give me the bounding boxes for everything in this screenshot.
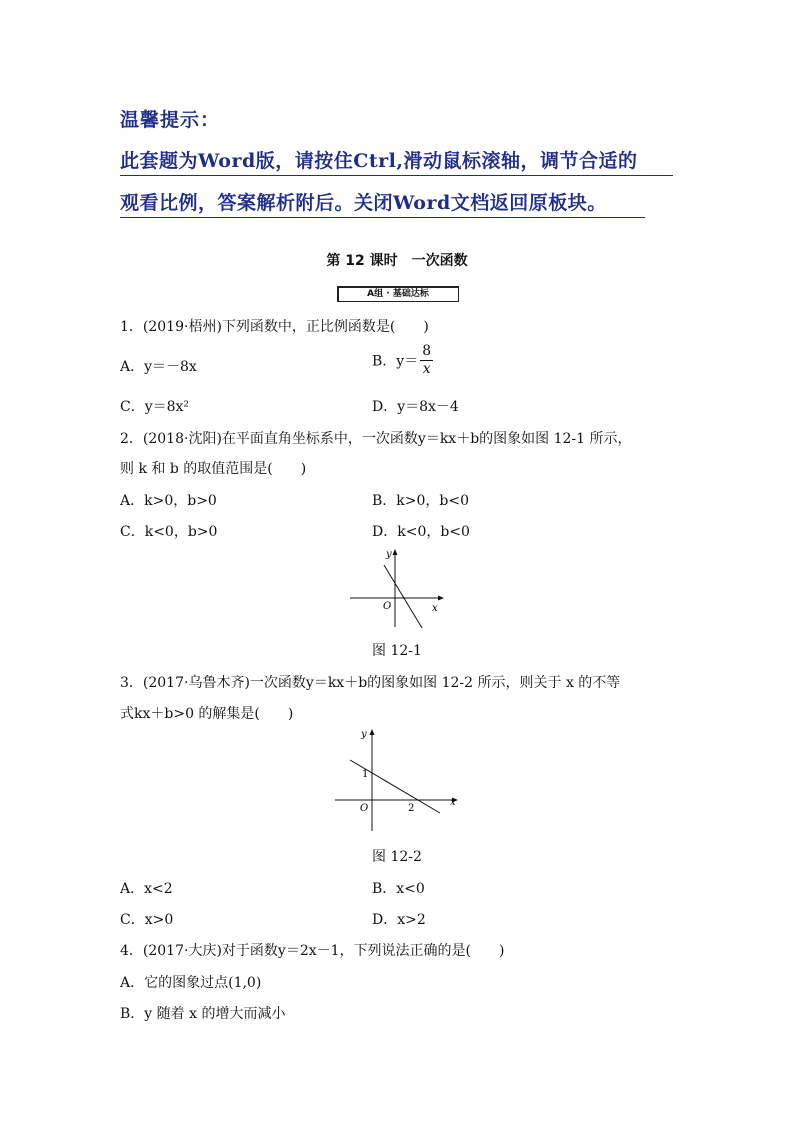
question-2-option-a: A．k>0，b>0 bbox=[120, 493, 217, 509]
question-4-option-b: B．y 随着 x 的增大而减小 bbox=[120, 1006, 286, 1022]
question-3-stem-line-1: 3．(2017·乌鲁木齐)一次函数y＝kx＋b的图象如图 12-2 所示，则关于 x 的不等 bbox=[120, 675, 621, 691]
question-2-option-c: C．k<0，b>0 bbox=[120, 524, 218, 540]
question-1-option-b bbox=[372, 343, 433, 378]
figure-12-1-caption: 图 12-1 bbox=[372, 643, 422, 659]
question-1-option-a: A．y＝－8x bbox=[120, 359, 197, 375]
question-2-stem-line-2: 则 k 和 b 的取值范围是( ) bbox=[120, 461, 307, 477]
figure-12-1 bbox=[340, 545, 450, 635]
question-3-option-d: D．x>2 bbox=[372, 912, 426, 928]
group-banner: A组 · 基础达标 bbox=[337, 286, 459, 302]
tip-line-1: 此套题为Word版，请按住Ctrl,滑动鼠标滚轴，调节合适的 bbox=[120, 146, 673, 176]
x-axis-arrow bbox=[438, 596, 444, 601]
option-b-prefix: B．y＝ bbox=[372, 353, 419, 370]
y-axis-label: y bbox=[386, 549, 392, 560]
question-3-stem-line-2: 式kx＋b>0 的解集是( ) bbox=[120, 706, 294, 722]
y-axis-arrow bbox=[370, 729, 375, 735]
x-axis-label: x bbox=[450, 797, 456, 808]
question-4-stem: 4．(2017·大庆)对于函数y＝2x－1，下列说法正确的是( ) bbox=[120, 943, 505, 959]
question-1-option-c: C．y＝8x² bbox=[120, 399, 190, 415]
tip-title: 温馨提示： bbox=[120, 109, 221, 131]
question-2-option-b: B．k>0，b<0 bbox=[372, 493, 470, 509]
y-axis-label: y bbox=[361, 729, 367, 740]
lesson-title: 第 12 课时 一次函数 bbox=[326, 253, 468, 269]
question-4-option-a: A．它的图象过点(1,0) bbox=[120, 975, 262, 991]
question-3-option-b: B．x<0 bbox=[372, 881, 425, 897]
x-axis-label: x bbox=[432, 603, 438, 614]
question-3-option-a: A．x<2 bbox=[120, 881, 173, 897]
question-1-stem: 1．(2019·梧州)下列函数中，正比例函数是( ) bbox=[120, 319, 429, 335]
x-intercept-label: 2 bbox=[408, 803, 415, 814]
figure-12-2 bbox=[330, 725, 465, 835]
function-line bbox=[384, 565, 422, 628]
y-axis-arrow bbox=[393, 549, 398, 555]
question-1-option-d: D．y＝8x－4 bbox=[372, 399, 459, 415]
question-3-option-c: C．x>0 bbox=[120, 912, 174, 928]
tip-line-2: 观看比例，答案解析附后。关闭Word文档返回原板块。 bbox=[120, 188, 645, 218]
y-intercept-label: 1 bbox=[362, 769, 369, 780]
origin-label: O bbox=[383, 601, 392, 612]
fraction bbox=[420, 343, 433, 378]
fraction-denominator: x bbox=[422, 361, 431, 377]
origin-label: O bbox=[360, 803, 369, 814]
figure-12-2-caption: 图 12-2 bbox=[372, 849, 422, 865]
question-2-stem-line-1: 2．(2018·沈阳)在平面直角坐标系中，一次函数y＝kx＋b的图象如图 12-1 所示， bbox=[120, 431, 632, 447]
fraction-numerator: 8 bbox=[422, 343, 432, 359]
question-2-option-d: D．k<0，b<0 bbox=[372, 524, 470, 540]
